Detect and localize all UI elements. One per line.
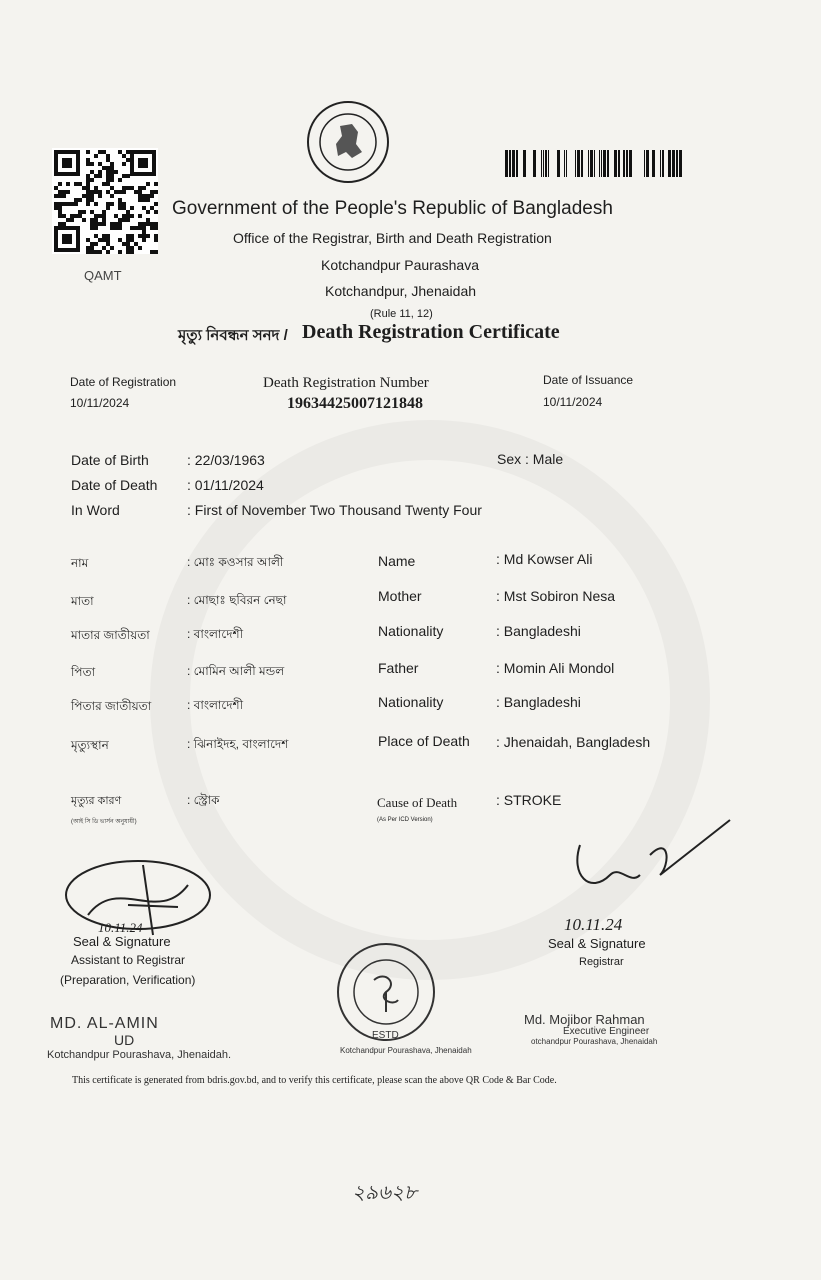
mother-bn-label: মাতা [71,594,94,608]
office-name: Office of the Registrar, Birth and Death Registration [233,230,552,246]
mother-en-label: Mother [378,588,422,604]
name-bn-value: : মোঃ কওসার আলী [187,555,284,569]
mother-nationality-bn-label: মাতার জাতীয়তা [71,628,150,642]
mother-nationality-en-value: : Bangladeshi [496,623,581,639]
right-sign-date: 10.11.24 [564,915,623,934]
father-bn-label: পিতা [71,665,96,679]
right-stamp-title: Executive Engineer [563,1026,650,1037]
paurashava-seal-icon [334,940,438,1044]
in-word-label: In Word [71,502,120,518]
seal-text: Kotchandpur Pourashava, Jhenaidah [340,1046,472,1055]
cause-bn-label: মৃত্যুর কারণ [71,795,122,807]
right-role: Registrar [579,956,624,968]
father-bn-value: : মোমিন আলী মন্ডল [187,664,285,678]
place-of-death-bn-label: মৃত্যুস্থান [71,738,109,752]
government-emblem-icon [306,100,390,184]
name-en-value: : Md Kowser Ali [496,551,593,567]
date-of-registration: 10/11/2024 [70,396,130,410]
left-sign-date: 10.11.24 [98,920,143,935]
date-of-issuance-label: Date of Issuance [543,373,634,387]
location: Kotchandpur, Jhenaidah [325,283,477,299]
handwritten-note: ২৯৬২৮ [352,1182,417,1204]
mother-en-value: : Mst Sobiron Nesa [496,588,616,604]
mother-nationality-bn-value: : বাংলাদেশী [187,627,244,641]
left-role: Assistant to Registrar [71,953,186,967]
dob-label: Date of Birth [71,452,149,468]
father-en-value: : Momin Ali Mondol [496,660,615,676]
dob-value: : 22/03/1963 [187,452,265,468]
govt-title: Government of the People's Republic of Bangladesh [172,198,613,219]
cause-bn-value: : স্ট্রোক [187,793,220,807]
registration-number-label: Death Registration Number [263,375,429,391]
in-word-value: : First of November Two Thousand Twenty Four [187,502,482,518]
cause-en-note: (As Per ICD Version) [377,817,433,823]
left-seal-label: Seal & Signature [73,934,171,949]
paurashava-name: Kotchandpur Paurashava [321,257,479,273]
cause-en-value: : STROKE [496,792,562,808]
footer-note: This certificate is generated from bdris.gov.bd, and to verify this certificate, please scan the above QR Code & Bar Code. [72,1075,557,1086]
name-en-label: Name [378,553,416,569]
registrar-signature-icon [560,815,740,905]
father-nationality-bn-value: : বাংলাদেশী [187,698,244,712]
left-stamp-name: MD. AL-AMIN [50,1015,159,1032]
left-sub: (Preparation, Verification) [60,973,196,987]
place-of-death-en-value: : Jhenaidah, Bangladesh [496,734,651,750]
qr-code-label: QAMT [84,268,122,283]
barcode-icon[interactable] [496,150,686,177]
right-stamp-office: otchandpur Pourashava, Jhenaidah [531,1037,658,1046]
father-nationality-bn-label: পিতার জাতীয়তা [71,699,152,713]
father-en-label: Father [378,660,419,676]
place-of-death-en-label: Place of Death [378,733,470,749]
cause-en-label: Cause of Death [377,795,458,810]
registration-number: 19634425007121848 [287,395,423,412]
name-bn-label: নাম [71,556,89,570]
mother-bn-value: : মোছাঃ ছবিরন নেছা [187,593,287,607]
left-stamp-office: Kotchandpur Pourashava, Jhenaidah. [47,1049,232,1061]
sex-value: Sex : Male [497,451,564,467]
qr-code-icon[interactable] [52,148,158,254]
rule-text: (Rule 11, 12) [370,308,433,320]
right-stamp-name: Md. Mojibor Rahman [524,1012,645,1027]
dod-value: : 01/11/2024 [187,477,264,493]
father-nationality-en-label: Nationality [378,694,444,710]
seal-estd: ESTD [372,1030,399,1041]
left-stamp-title: UD [114,1032,135,1048]
cert-title-bn: মৃত্যু নিবন্ধন সনদ / [178,327,288,344]
cause-bn-note: (আই সি ডি ভার্সন অনুযায়ী) [71,819,137,825]
mother-nationality-en-label: Nationality [378,623,444,639]
place-of-death-bn-value: : ঝিনাইদহ, বাংলাদেশ [187,737,289,751]
dod-label: Date of Death [71,477,158,493]
date-of-issuance: 10/11/2024 [543,395,603,409]
father-nationality-en-value: : Bangladeshi [496,694,581,710]
date-of-registration-label: Date of Registration [70,375,177,389]
cert-title-en: Death Registration Certificate [302,321,560,343]
right-seal-label: Seal & Signature [548,936,646,951]
